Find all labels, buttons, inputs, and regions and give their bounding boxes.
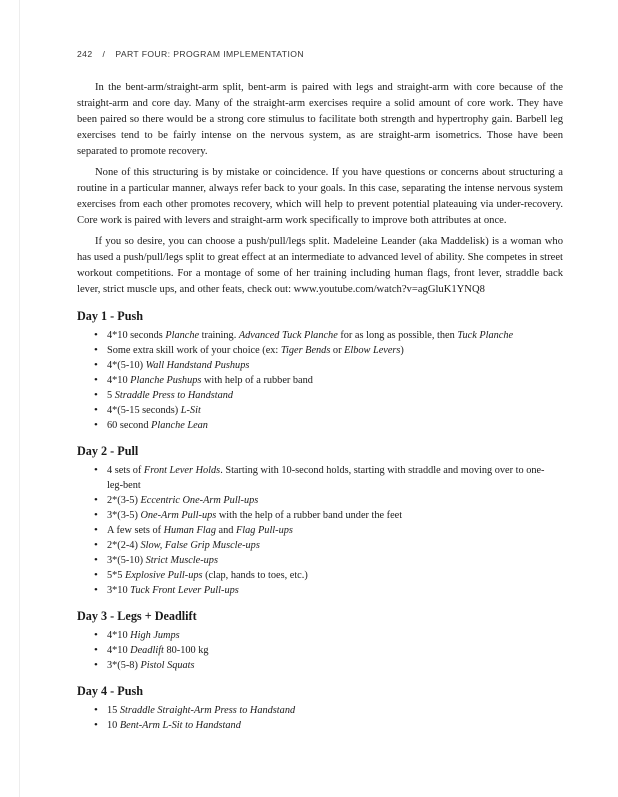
exercise-text: A few sets of (107, 525, 164, 536)
exercise-item (94, 328, 563, 343)
exercise-list (77, 463, 563, 598)
exercise-name: Advanced Tuck Planche (238, 330, 338, 341)
exercise-text: or (330, 345, 345, 356)
exercise-name: Straddle Press to Handstand (114, 390, 234, 401)
exercise-text: . Starting with 10-second holds, starting with straddle and moving over to one-leg-bent (107, 465, 545, 491)
paragraph-split-explanation: In the bent-arm/straight-arm split, bent-arm is paired with legs and straight-arm with core because of the straight-arm and core day. Many of the straight-arm exercises require a solid amount of core work. They have been paired so there would be a strong core stimulus to facilitate both strength and hypertrophy gain. Barbell leg exercises tend to be fairly intense on the nervous system, as are straight-arm isometrics. Those have been separated to promote recovery. (77, 82, 563, 157)
exercise-text: with help of a rubber band (201, 375, 313, 386)
exercise-text: (clap, hands to toes, etc.) (202, 570, 308, 581)
running-header (77, 49, 304, 59)
exercise-item (94, 703, 563, 718)
exercise-item (94, 373, 563, 388)
exercise-item (94, 643, 563, 658)
paragraph-structuring: None of this structuring is by mistake or coincidence. If you have questions or concerns about structuring a routine in a particular manner, always refer back to your goals. In this case, separating the intense nervous system exercises from each other promotes recovery, which will help to prevent potential plateauing via under-recovery. Core work is paired with levers and straight-arm work specifically to improve both attributes at once. (77, 167, 563, 226)
page-body (77, 80, 563, 733)
exercise-text: 4 sets of (107, 465, 144, 476)
exercise-item (94, 463, 563, 493)
exercise-name: Explosive Pull-ups (125, 570, 203, 581)
exercise-name: Pistol Squats (140, 660, 195, 671)
exercise-text: 3*(5-8) (107, 660, 141, 671)
exercise-text: 5 (107, 390, 115, 401)
day-heading: Day 2 - Pull (77, 444, 139, 458)
exercise-item (94, 523, 563, 538)
header-separator: / (102, 49, 106, 59)
exercise-text: 2*(2-4) (107, 540, 141, 551)
exercise-text: 4*10 (107, 645, 131, 656)
workout-days (77, 308, 563, 733)
exercise-item (94, 718, 563, 733)
exercise-text: Some extra skill work of your choice (ex: (107, 345, 281, 356)
paragraph-push-pull-legs: If you so desire, you can choose a push/pull/legs split. Madeleine Leander (aka Maddelisk) is a woman who has used a push/pull/legs split to great effect at an intermediate to advanced level of ability. She competes in street workout competitions. For a montage of some of her training including human flags, front lever, straddle back lever, strict muscle ups, and other feats, check out: www.youtube.com/watch?v=agGluK1YNQ8 (77, 236, 563, 295)
exercise-item (94, 403, 563, 418)
exercise-item (94, 358, 563, 373)
exercise-text: 15 (107, 705, 120, 716)
exercise-text: 4*10 (107, 630, 131, 641)
day-heading: Day 4 - Push (77, 684, 144, 698)
exercise-text: 4*(5-10) (107, 360, 146, 371)
exercise-text: 3*(5-10) (107, 555, 146, 566)
day-heading: Day 1 - Push (77, 309, 144, 323)
exercise-text: 4*10 seconds (107, 330, 166, 341)
exercise-item (94, 583, 563, 598)
exercise-name: Deadlift (130, 645, 164, 656)
exercise-name: Elbow Levers (344, 345, 401, 356)
exercise-name: Tuck Planche (457, 330, 514, 341)
exercise-item (94, 538, 563, 553)
exercise-item (94, 493, 563, 508)
exercise-list (77, 328, 563, 433)
exercise-text: 60 second (107, 420, 152, 431)
section-title: PART FOUR: PROGRAM IMPLEMENTATION (115, 49, 304, 59)
exercise-item (94, 388, 563, 403)
exercise-text: 4*(5-15 seconds) (107, 405, 181, 416)
exercise-text: 5*5 (107, 570, 126, 581)
exercise-item (94, 553, 563, 568)
exercise-text: and (215, 525, 236, 536)
exercise-name: L-Sit (180, 405, 201, 416)
exercise-text: 3*10 (107, 585, 131, 596)
exercise-name: Straddle Straight-Arm Press to Handstand (119, 705, 296, 716)
exercise-item (94, 343, 563, 358)
exercise-name: Human Flag (163, 525, 216, 536)
exercise-text: ) (400, 345, 404, 356)
exercise-list (77, 703, 563, 733)
exercise-text: for as long as possible, then (337, 330, 458, 341)
exercise-item (94, 508, 563, 523)
exercise-name: Tiger Bends (280, 345, 331, 356)
page-number: 242 (77, 49, 93, 59)
exercise-text: 80-100 kg (163, 645, 209, 656)
exercise-item (94, 418, 563, 433)
exercise-name: Flag Pull-ups (235, 525, 293, 536)
exercise-text: 2*(3-5) (107, 495, 141, 506)
exercise-item (94, 568, 563, 583)
exercise-text: 4*10 (107, 375, 131, 386)
exercise-name: Bent-Arm L-Sit to Handstand (119, 720, 241, 731)
exercise-name: Slow, False Grip Muscle-ups (140, 540, 260, 551)
exercise-name: High Jumps (130, 630, 180, 641)
page-edge-line (19, 0, 20, 797)
day-heading: Day 3 - Legs + Deadlift (77, 609, 197, 623)
exercise-text: 10 (107, 720, 120, 731)
exercise-name: Tuck Front Lever Pull-ups (130, 585, 239, 596)
exercise-name: Wall Handstand Pushups (145, 360, 250, 371)
exercise-name: Planche (165, 330, 200, 341)
exercise-text: 3*(3-5) (107, 510, 141, 521)
exercise-item (94, 658, 563, 673)
exercise-name: Eccentric One-Arm Pull-ups (140, 495, 259, 506)
exercise-list (77, 628, 563, 673)
exercise-name: Front Lever Holds (143, 465, 221, 476)
exercise-name: One-Arm Pull-ups (140, 510, 217, 521)
exercise-name: Planche Lean (151, 420, 208, 431)
exercise-name: Planche Pushups (130, 375, 202, 386)
exercise-text: training. (199, 330, 239, 341)
exercise-text: with the help of a rubber band under the feet (216, 510, 403, 521)
exercise-item (94, 628, 563, 643)
exercise-name: Strict Muscle-ups (145, 555, 218, 566)
